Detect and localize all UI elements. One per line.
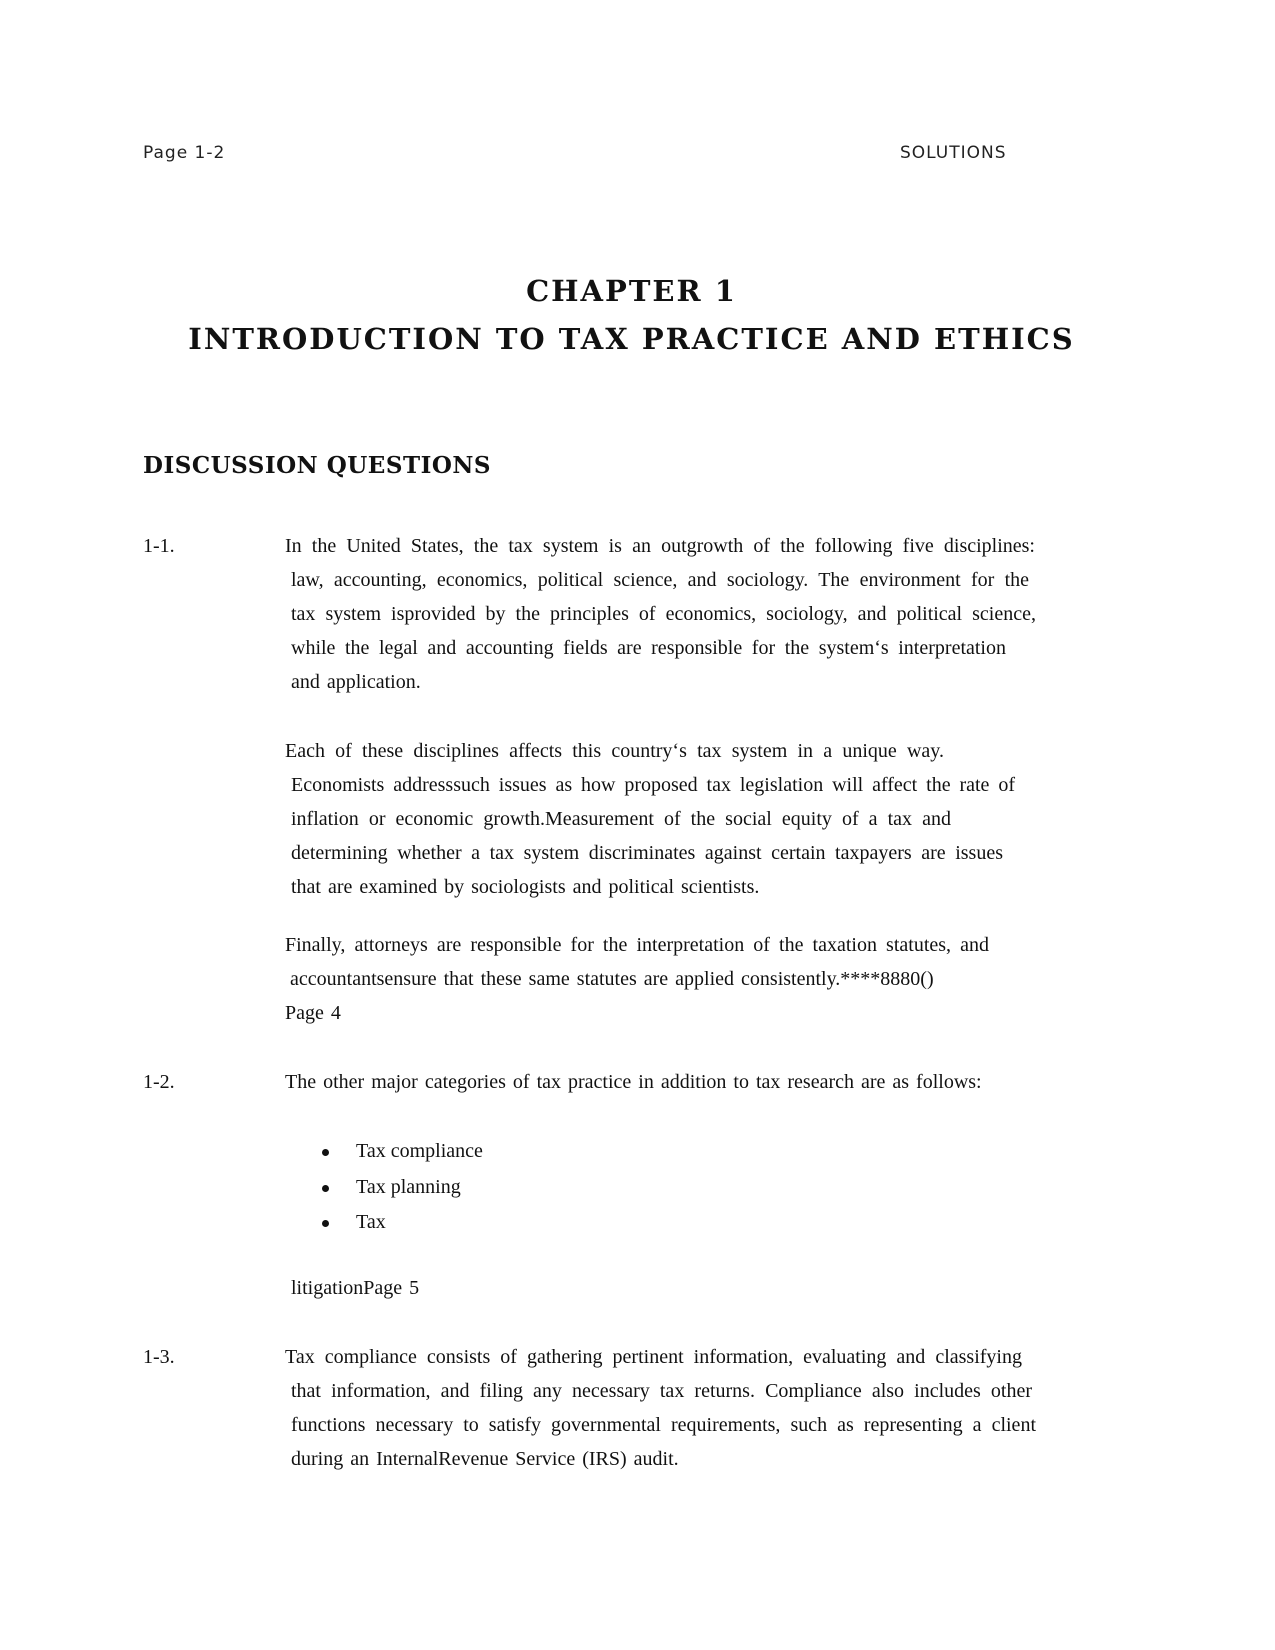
paragraph-line: Economists addresssuch issues as how proposed tax legislation will affect the rate of — [291, 774, 1015, 796]
chapter-title: INTRODUCTION TO TAX PRACTICE AND ETHICS — [188, 322, 1075, 356]
paragraph-line: during an InternalRevenue Service (IRS) audit. — [291, 1448, 679, 1470]
answer-intro: The other major categories of tax practice in addition to tax research are as follows: — [285, 1071, 982, 1093]
bullet-icon — [322, 1220, 329, 1227]
paragraph-line: inflation or economic growth.Measurement of the social equity of a tax and — [291, 808, 951, 830]
list-item: Tax — [356, 1211, 386, 1233]
trailing-text: litigationPage 5 — [291, 1277, 420, 1299]
paragraph-line: and application. — [291, 671, 421, 693]
paragraph-line: law, accounting, economics, political science, and sociology. The environment for the — [291, 569, 1029, 591]
page-number: Page 1-2 — [143, 143, 226, 163]
paragraph-line: Tax compliance consists of gathering pertinent information, evaluating and classifying — [285, 1346, 1022, 1368]
question-number: 1-1. — [143, 535, 175, 557]
page-reference: Page 4 — [285, 1002, 341, 1024]
bullet-icon — [322, 1185, 329, 1192]
paragraph-line: Finally, attorneys are responsible for the interpretation of the taxation statutes, and — [285, 934, 989, 956]
paragraph-line: functions necessary to satisfy governmental requirements, such as representing a client — [291, 1414, 1036, 1436]
running-header: SOLUTIONS — [900, 143, 1007, 163]
paragraph-line: that are examined by sociologists and political scientists. — [291, 876, 760, 898]
paragraph-line: In the United States, the tax system is an outgrowth of the following five disciplines: — [285, 535, 1035, 557]
list-item: Tax compliance — [356, 1140, 483, 1162]
section-heading: DISCUSSION QUESTIONS — [143, 452, 491, 479]
paragraph-line: that information, and filing any necessary tax returns. Compliance also includes other — [291, 1380, 1032, 1402]
paragraph-line: determining whether a tax system discriminates against certain taxpayers are issues — [291, 842, 1003, 864]
paragraph-line: tax system isprovided by the principles of economics, sociology, and political science, — [291, 603, 1036, 625]
paragraph-line: while the legal and accounting fields are responsible for the system‘s interpretation — [291, 637, 1006, 659]
question-number: 1-2. — [143, 1071, 175, 1093]
bullet-icon — [322, 1149, 329, 1156]
chapter-number: CHAPTER 1 — [526, 274, 737, 308]
paragraph-line: accountantsensure that these same statutes are applied consistently.****8880() — [290, 968, 934, 990]
list-item: Tax planning — [356, 1176, 461, 1198]
question-number: 1-3. — [143, 1346, 175, 1368]
paragraph-line: Each of these disciplines affects this country‘s tax system in a unique way. — [285, 740, 944, 762]
